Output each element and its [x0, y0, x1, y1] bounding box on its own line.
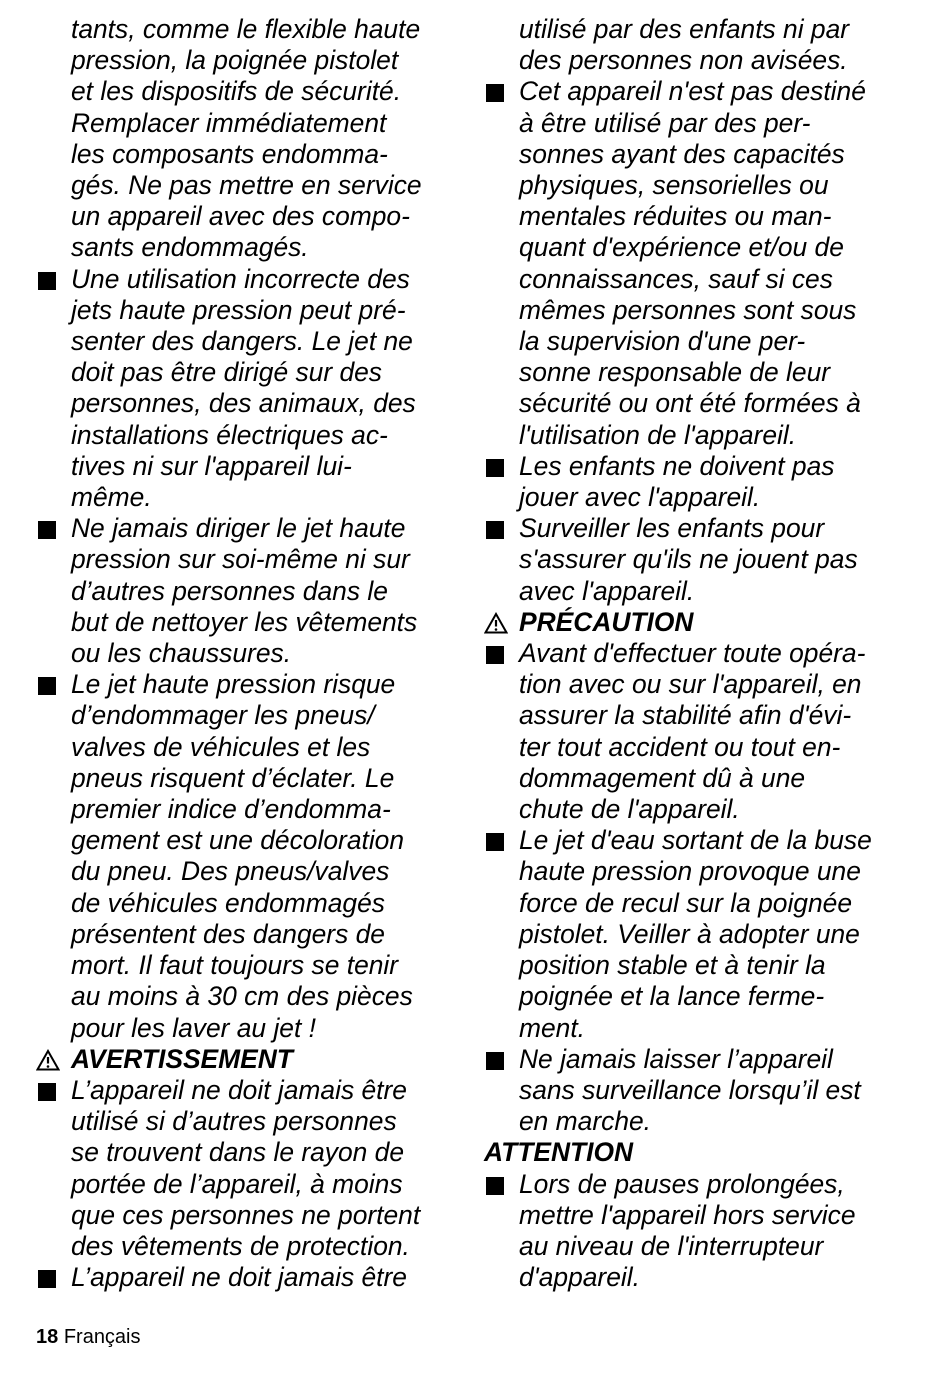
- bullet-tyres: Le jet haute pression risque d’endommager les pneus/ valves de véhicules et les pneus risquent d’éclater. Le premier indice d’endomma- gement est une décoloration du pneu. Des pneus/valves de véhicules endommagés présentent des dangers de mort. Il faut toujours se tenir au moins à 30 cm des pièces pour les laver au jet !: [36, 669, 446, 1043]
- heading-avertissement: [36, 1044, 446, 1075]
- bullet-supervise-children: Surveiller les enfants pour s'assurer qu'ils ne jouent pas avec l'appareil.: [484, 513, 914, 607]
- right-column: [484, 14, 914, 1293]
- continued-paragraph: tants, comme le flexible haute pression, la poignée pistolet et les dispositifs de sécurité. Remplacer immédiatement les composants endomma- gés. Ne pas mettre en service un appareil avec des compo- sants endommagés.: [71, 14, 422, 263]
- bullet-long-pauses: Lors de pauses prolongées, mettre l'appareil hors service au niveau de l'interrupteur d'appareil.: [484, 1169, 914, 1294]
- warning-triangle-icon: [36, 1049, 60, 1071]
- page-number: 18: [36, 1326, 59, 1348]
- bullet-not-used-by: L’appareil ne doit jamais être: [36, 1262, 446, 1293]
- page-footer: [36, 1325, 141, 1349]
- heading-text: PRÉCAUTION: [519, 606, 694, 637]
- heading-text: ATTENTION: [484, 1137, 634, 1168]
- continued-paragraph: utilisé par des enfants ni par des personnes non avisées.: [519, 14, 850, 76]
- bullet-reduced-capacities: Cet appareil n'est pas destiné à être utilisé par des per- sonnes ayant des capacités physiques, sensorielles ou mentales réduites ou man- quant d'expérience et/ou de connaissances, sauf si ces mêmes personnes sont sous la supervision d'une per- sonne responsable de leur sécurité ou ont été formées à l'utilisation de l'appareil.: [484, 76, 914, 450]
- bullet-stability: Avant d'effectuer toute opéra- tion avec ou sur l'appareil, en assurer la stabilité afin d'évi- ter tout accident ou tout en- dommagement dû à une chute de l'appareil.: [484, 638, 914, 825]
- bullet-no-self-spray: Ne jamais diriger le jet haute pression sur soi-même ni sur d’autres personnes dans le but de nettoyer les vêtements ou les chaussures.: [36, 513, 446, 669]
- bullet-incorrect-use: Une utilisation incorrecte des jets haute pression peut pré- senter des dangers. Le jet ne doit pas être dirigé sur des personnes, des animaux, des installations électriques ac- tives ni sur l'appareil lui- même.: [36, 264, 446, 514]
- heading-attention: [484, 1137, 914, 1168]
- bullet-other-persons: L’appareil ne doit jamais être utilisé si d’autres personnes se trouvent dans le rayon de portée de l’appareil, à moins que ces personnes ne portent des vêtements de protection.: [36, 1075, 446, 1262]
- warning-triangle-icon: [484, 612, 508, 634]
- bullet-unattended: Ne jamais laisser l’appareil sans surveillance lorsqu’il est en marche.: [484, 1044, 914, 1138]
- footer-language: Français: [63, 1326, 141, 1348]
- heading-precaution: [484, 607, 914, 638]
- bullet-children-play: Les enfants ne doivent pas jouer avec l'appareil.: [484, 451, 914, 513]
- heading-text: AVERTISSEMENT: [71, 1043, 293, 1074]
- left-column: [36, 14, 446, 1293]
- bullet-recoil: Le jet d'eau sortant de la buse haute pression provoque une force de recul sur la poignée pistolet. Veiller à adopter une position stable et à tenir la poignée et la lance ferme- ment.: [484, 825, 914, 1043]
